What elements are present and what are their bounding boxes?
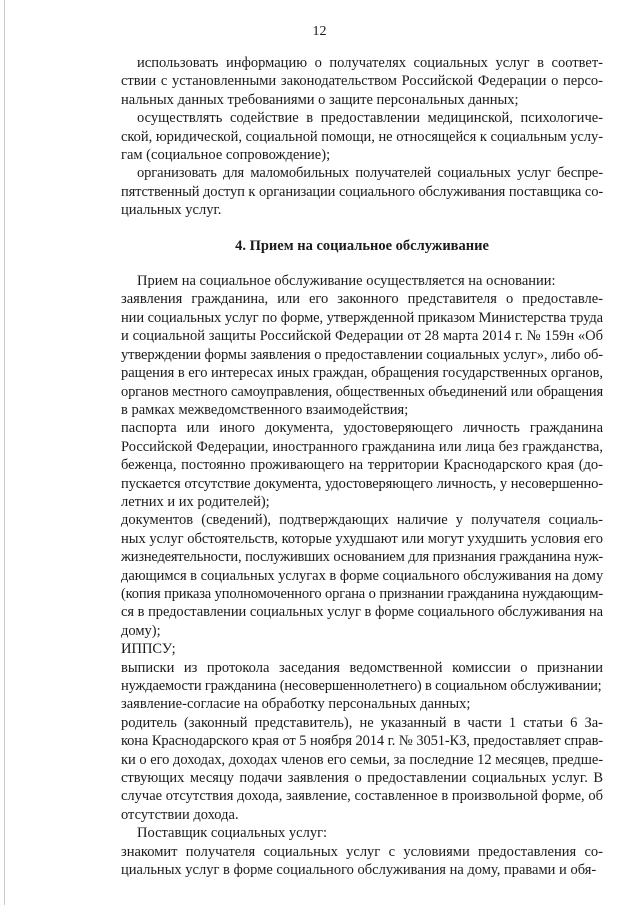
text-line: циальных услуг. (121, 202, 222, 219)
page-number: 12 (312, 24, 327, 39)
text-line: Российской Федерации, иностранного гражданина или лица без гражданства, (121, 438, 603, 455)
text-line: ных услуг обстоятельств, которые ухудшают или могут ухудшить условия его (121, 530, 603, 547)
paragraph (121, 54, 603, 109)
text-line: и социальной защиты Российской Федерации от 28 марта 2014 г. № 159н «Об (121, 328, 603, 345)
paragraph (121, 290, 603, 419)
text-line: Прием на социальное обслуживание осуществляется на основании: (137, 273, 556, 290)
paragraph (121, 419, 603, 511)
text-line: летних и их родителей); (121, 493, 270, 510)
text-line: беженца, постоянно проживающего на территории Краснодарского края (до- (121, 457, 603, 474)
text-line: организовать для маломобильных получателей социальных услуг беспре- (137, 165, 603, 182)
document-body (121, 54, 603, 879)
text-line: нуждаемости гражданина (несовершеннолетнего) в социальном обслуживании; (121, 678, 602, 694)
text-line: паспорта или иного документа, удостоверяющего личность гражданина (121, 420, 603, 437)
text-line: ствующих месяцу подачи заявления о предоставлении социальных услуг. В (121, 770, 603, 787)
text-line: использовать информацию о получателях социальных услуг в соответ- (137, 55, 603, 71)
text-line: в рамках межведомственного взаимодействия; (121, 401, 409, 418)
text-line: Поставщик социальных услуг: (137, 825, 328, 842)
section-before-heading (121, 54, 603, 220)
text-line: отсутствии дохода. (121, 806, 239, 823)
text-line: заявление-согласие на обработку персональных данных; (121, 696, 471, 713)
section-heading: 4. Прием на социальное обслуживание (235, 237, 489, 254)
text-line: дающимся в социальных услугах в форме социального обслуживания на дому (121, 567, 604, 584)
text-line: родитель (законный представитель), не указанный в части 1 статьи 6 За- (121, 714, 603, 731)
text-line: ся в предоставлении социальных услуг в форме социального обслуживания на (121, 604, 603, 621)
text-line: кона Краснодарского края от 5 ноября 2014 г. № 3051-КЗ, предоставляет справ- (121, 733, 603, 750)
text-line: выписки из протокола заседания ведомственной комиссии о признании (121, 659, 603, 676)
text-line: нии социальных услуг по форме, утвержденной приказом Министерства труда (121, 309, 603, 326)
paragraph (121, 640, 603, 658)
text-line: документов (сведений), подтверждающих наличие у получателя социаль- (121, 512, 603, 529)
paragraph (121, 695, 603, 713)
text-line: жизнедеятельности, послуживших основанием для признания гражданина нуж- (121, 549, 603, 566)
paragraph (121, 164, 603, 219)
text-line: нальных данных требованиями о защите персональных данных; (121, 91, 519, 108)
text-line: утверждении формы заявления о предоставлении социальных услуг», либо об- (121, 346, 603, 363)
text-line: (копия приказа уполномоченного органа о признании гражданина нуждающим- (121, 585, 603, 602)
paragraph (121, 511, 603, 640)
paragraph (121, 843, 603, 880)
text-line: заявления гражданина, или его законного представителя о предоставле- (121, 291, 603, 308)
text-line: циальных услуг в форме социального обслуживания на дому, правами и обя- (121, 862, 597, 879)
text-line: ки о его доходах, доходах членов его семьи, за последние 12 месяцев, предше- (121, 751, 603, 768)
paragraph (121, 714, 603, 824)
text-line: дому); (121, 622, 161, 639)
text-line: ИППСУ; (121, 641, 176, 658)
section-after-heading (121, 272, 603, 879)
text-line: гам (социальное сопровождение); (121, 147, 331, 164)
text-line: пускается отсутствие документа, удостоверяющего личность, у несовершенно- (121, 475, 603, 492)
text-line: осуществлять содействие в предоставлении медицинской, психологиче- (137, 110, 603, 127)
text-line: органов местного самоуправления, общественных объединений или обращения (121, 383, 603, 400)
text-line: ской, юридической, социальной помощи, не относящейся к социальным услу- (121, 128, 603, 145)
text-line: случае отсутствия дохода, заявление, составленное в произвольной форме, об (121, 788, 603, 805)
page-edge-line (4, 0, 5, 905)
paragraph (121, 109, 603, 164)
paragraph (121, 659, 603, 696)
text-line: пятственный доступ к организации социального обслуживания поставщика со- (121, 183, 603, 200)
text-line: ращения в его интересах иных граждан, обращения государственных органов, (121, 365, 604, 382)
paragraph (121, 824, 603, 842)
paragraph (121, 272, 603, 290)
text-line: ствии с установленными законодательством Российской Федерации о персо- (121, 73, 603, 90)
text-line: знакомит получателя социальных услуг с условиями предоставления со- (121, 843, 603, 860)
